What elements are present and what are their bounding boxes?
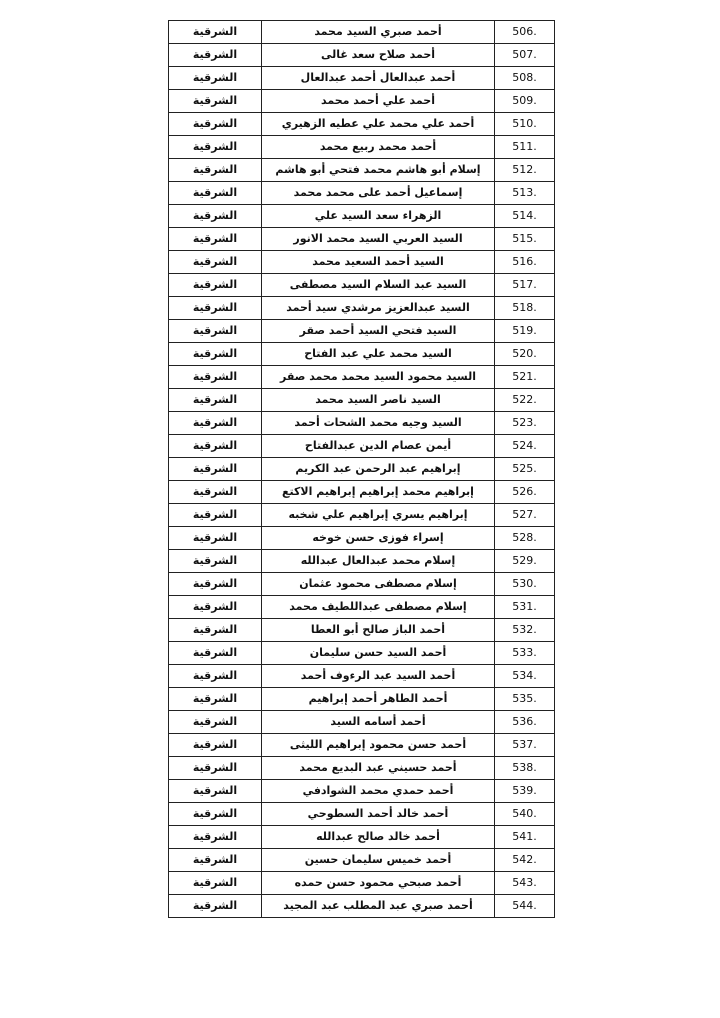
governorate-cell: الشرقية — [169, 297, 262, 320]
table-row — [169, 251, 555, 274]
name-cell: السيد محمد علي عبد الفتاح — [262, 343, 495, 366]
governorate-cell: الشرقية — [169, 596, 262, 619]
number-cell: 520. — [495, 343, 555, 366]
governorate-cell: الشرقية — [169, 550, 262, 573]
table-row — [169, 481, 555, 504]
table-row — [169, 159, 555, 182]
governorate-cell: الشرقية — [169, 872, 262, 895]
governorate-cell: الشرقية — [169, 803, 262, 826]
governorate-cell: الشرقية — [169, 734, 262, 757]
number-cell: 529. — [495, 550, 555, 573]
table-row — [169, 665, 555, 688]
name-cell: أحمد عبدالعال أحمد عبدالعال — [262, 67, 495, 90]
governorate-cell: الشرقية — [169, 21, 262, 44]
number-cell: 531. — [495, 596, 555, 619]
name-cell: السيد عبدالعزيز مرشدي سيد أحمد — [262, 297, 495, 320]
name-cell: إسلام محمد عبدالعال عبدالله — [262, 550, 495, 573]
governorate-cell: الشرقية — [169, 412, 262, 435]
name-cell: أحمد حسن محمود إبراهيم الليثى — [262, 734, 495, 757]
table-row — [169, 573, 555, 596]
number-cell: 525. — [495, 458, 555, 481]
governorate-cell: الشرقية — [169, 320, 262, 343]
governorate-cell: الشرقية — [169, 481, 262, 504]
table-row — [169, 389, 555, 412]
governorate-cell: الشرقية — [169, 274, 262, 297]
governorate-cell: الشرقية — [169, 895, 262, 918]
number-cell: 518. — [495, 297, 555, 320]
table-row — [169, 527, 555, 550]
table-row — [169, 205, 555, 228]
governorate-cell: الشرقية — [169, 182, 262, 205]
governorate-cell: الشرقية — [169, 67, 262, 90]
table-row — [169, 274, 555, 297]
name-cell: إسراء فوزى حسن خوخه — [262, 527, 495, 550]
number-cell: 514. — [495, 205, 555, 228]
name-cell: السيد فتحي السيد أحمد صقر — [262, 320, 495, 343]
governorate-cell: الشرقية — [169, 136, 262, 159]
table-row — [169, 849, 555, 872]
number-cell: 507. — [495, 44, 555, 67]
governorate-cell: الشرقية — [169, 665, 262, 688]
number-cell: 517. — [495, 274, 555, 297]
governorate-cell: الشرقية — [169, 757, 262, 780]
name-cell: أحمد السيد حسن سليمان — [262, 642, 495, 665]
name-cell: إسلام مصطفى عبداللطيف محمد — [262, 596, 495, 619]
table-row — [169, 21, 555, 44]
table-row — [169, 44, 555, 67]
number-cell: 544. — [495, 895, 555, 918]
table-row — [169, 780, 555, 803]
number-cell: 521. — [495, 366, 555, 389]
name-cell: أحمد علي محمد علي عطيه الزهيري — [262, 113, 495, 136]
name-cell: إبراهيم عبد الرحمن عبد الكريم — [262, 458, 495, 481]
name-cell: أحمد صبري السيد محمد — [262, 21, 495, 44]
number-cell: 522. — [495, 389, 555, 412]
table-row — [169, 550, 555, 573]
name-cell: السيد ناصر السيد محمد — [262, 389, 495, 412]
name-cell: أحمد حمدي محمد الشوادفي — [262, 780, 495, 803]
name-cell: أيمن عصام الدين عبدالفتاح — [262, 435, 495, 458]
number-cell: 513. — [495, 182, 555, 205]
number-cell: 523. — [495, 412, 555, 435]
number-cell: 530. — [495, 573, 555, 596]
name-cell: السيد عبد السلام السيد مصطفى — [262, 274, 495, 297]
table-row — [169, 872, 555, 895]
governorate-cell: الشرقية — [169, 366, 262, 389]
table-row — [169, 711, 555, 734]
governorate-cell: الشرقية — [169, 458, 262, 481]
number-cell: 538. — [495, 757, 555, 780]
table-row — [169, 67, 555, 90]
number-cell: 539. — [495, 780, 555, 803]
table-row — [169, 136, 555, 159]
number-cell: 511. — [495, 136, 555, 159]
number-cell: 534. — [495, 665, 555, 688]
number-cell: 540. — [495, 803, 555, 826]
table-row — [169, 412, 555, 435]
table-row — [169, 642, 555, 665]
number-cell: 537. — [495, 734, 555, 757]
number-cell: 527. — [495, 504, 555, 527]
governorate-cell: الشرقية — [169, 113, 262, 136]
table-row — [169, 366, 555, 389]
table-row — [169, 458, 555, 481]
name-cell: إسماعيل أحمد على محمد محمد — [262, 182, 495, 205]
table-row — [169, 343, 555, 366]
name-cell: السيد أحمد السعيد محمد — [262, 251, 495, 274]
number-cell: 533. — [495, 642, 555, 665]
governorate-cell: الشرقية — [169, 205, 262, 228]
number-cell: 506. — [495, 21, 555, 44]
names-table-body — [169, 21, 555, 918]
governorate-cell: الشرقية — [169, 251, 262, 274]
governorate-cell: الشرقية — [169, 504, 262, 527]
name-cell: إسلام أبو هاشم محمد فتحي أبو هاشم — [262, 159, 495, 182]
table-row — [169, 228, 555, 251]
governorate-cell: الشرقية — [169, 849, 262, 872]
table-row — [169, 435, 555, 458]
number-cell: 541. — [495, 826, 555, 849]
name-cell: أحمد صبحي محمود حسن حمده — [262, 872, 495, 895]
name-cell: إبراهيم محمد إبراهيم إبراهيم الاكتع — [262, 481, 495, 504]
number-cell: 535. — [495, 688, 555, 711]
governorate-cell: الشرقية — [169, 527, 262, 550]
name-cell: أحمد علي أحمد محمد — [262, 90, 495, 113]
name-cell: السيد وجيه محمد الشحات أحمد — [262, 412, 495, 435]
table-row — [169, 688, 555, 711]
name-cell: أحمد حسيني عبد البديع محمد — [262, 757, 495, 780]
number-cell: 524. — [495, 435, 555, 458]
governorate-cell: الشرقية — [169, 573, 262, 596]
governorate-cell: الشرقية — [169, 228, 262, 251]
governorate-cell: الشرقية — [169, 90, 262, 113]
table-row — [169, 504, 555, 527]
name-cell: أحمد السيد عبد الرءوف أحمد — [262, 665, 495, 688]
number-cell: 508. — [495, 67, 555, 90]
table-row — [169, 803, 555, 826]
governorate-cell: الشرقية — [169, 688, 262, 711]
governorate-cell: الشرقية — [169, 159, 262, 182]
number-cell: 519. — [495, 320, 555, 343]
table-row — [169, 596, 555, 619]
name-cell: أحمد خالد أحمد السطوحي — [262, 803, 495, 826]
name-cell: إسلام مصطفى محمود عثمان — [262, 573, 495, 596]
governorate-cell: الشرقية — [169, 343, 262, 366]
number-cell: 542. — [495, 849, 555, 872]
name-cell: أحمد الطاهر أحمد إبراهيم — [262, 688, 495, 711]
names-table — [168, 20, 555, 918]
name-cell: السيد العربي السيد محمد الانور — [262, 228, 495, 251]
number-cell: 526. — [495, 481, 555, 504]
governorate-cell: الشرقية — [169, 389, 262, 412]
name-cell: أحمد خالد صالح عبدالله — [262, 826, 495, 849]
governorate-cell: الشرقية — [169, 826, 262, 849]
table-row — [169, 90, 555, 113]
name-cell: أحمد صلاح سعد غالى — [262, 44, 495, 67]
number-cell: 536. — [495, 711, 555, 734]
table-row — [169, 320, 555, 343]
governorate-cell: الشرقية — [169, 44, 262, 67]
name-cell: إبراهيم يسري إبراهيم علي شخبه — [262, 504, 495, 527]
number-cell: 532. — [495, 619, 555, 642]
number-cell: 528. — [495, 527, 555, 550]
table-row — [169, 297, 555, 320]
table-row — [169, 757, 555, 780]
table-row — [169, 619, 555, 642]
name-cell: السيد محمود السيد محمد محمد صقر — [262, 366, 495, 389]
name-cell: أحمد الباز صالح أبو العطا — [262, 619, 495, 642]
number-cell: 543. — [495, 872, 555, 895]
table-row — [169, 182, 555, 205]
governorate-cell: الشرقية — [169, 619, 262, 642]
name-cell: أحمد خميس سليمان حسين — [262, 849, 495, 872]
name-cell: أحمد أسامه السيد — [262, 711, 495, 734]
table-row — [169, 734, 555, 757]
governorate-cell: الشرقية — [169, 642, 262, 665]
number-cell: 512. — [495, 159, 555, 182]
number-cell: 510. — [495, 113, 555, 136]
name-cell: أحمد محمد ربيع محمد — [262, 136, 495, 159]
governorate-cell: الشرقية — [169, 780, 262, 803]
number-cell: 509. — [495, 90, 555, 113]
table-row — [169, 895, 555, 918]
table-row — [169, 113, 555, 136]
name-cell: أحمد صبري عبد المطلب عبد المجيد — [262, 895, 495, 918]
table-row — [169, 826, 555, 849]
governorate-cell: الشرقية — [169, 711, 262, 734]
number-cell: 515. — [495, 228, 555, 251]
name-cell: الزهراء سعد السيد علي — [262, 205, 495, 228]
governorate-cell: الشرقية — [169, 435, 262, 458]
number-cell: 516. — [495, 251, 555, 274]
